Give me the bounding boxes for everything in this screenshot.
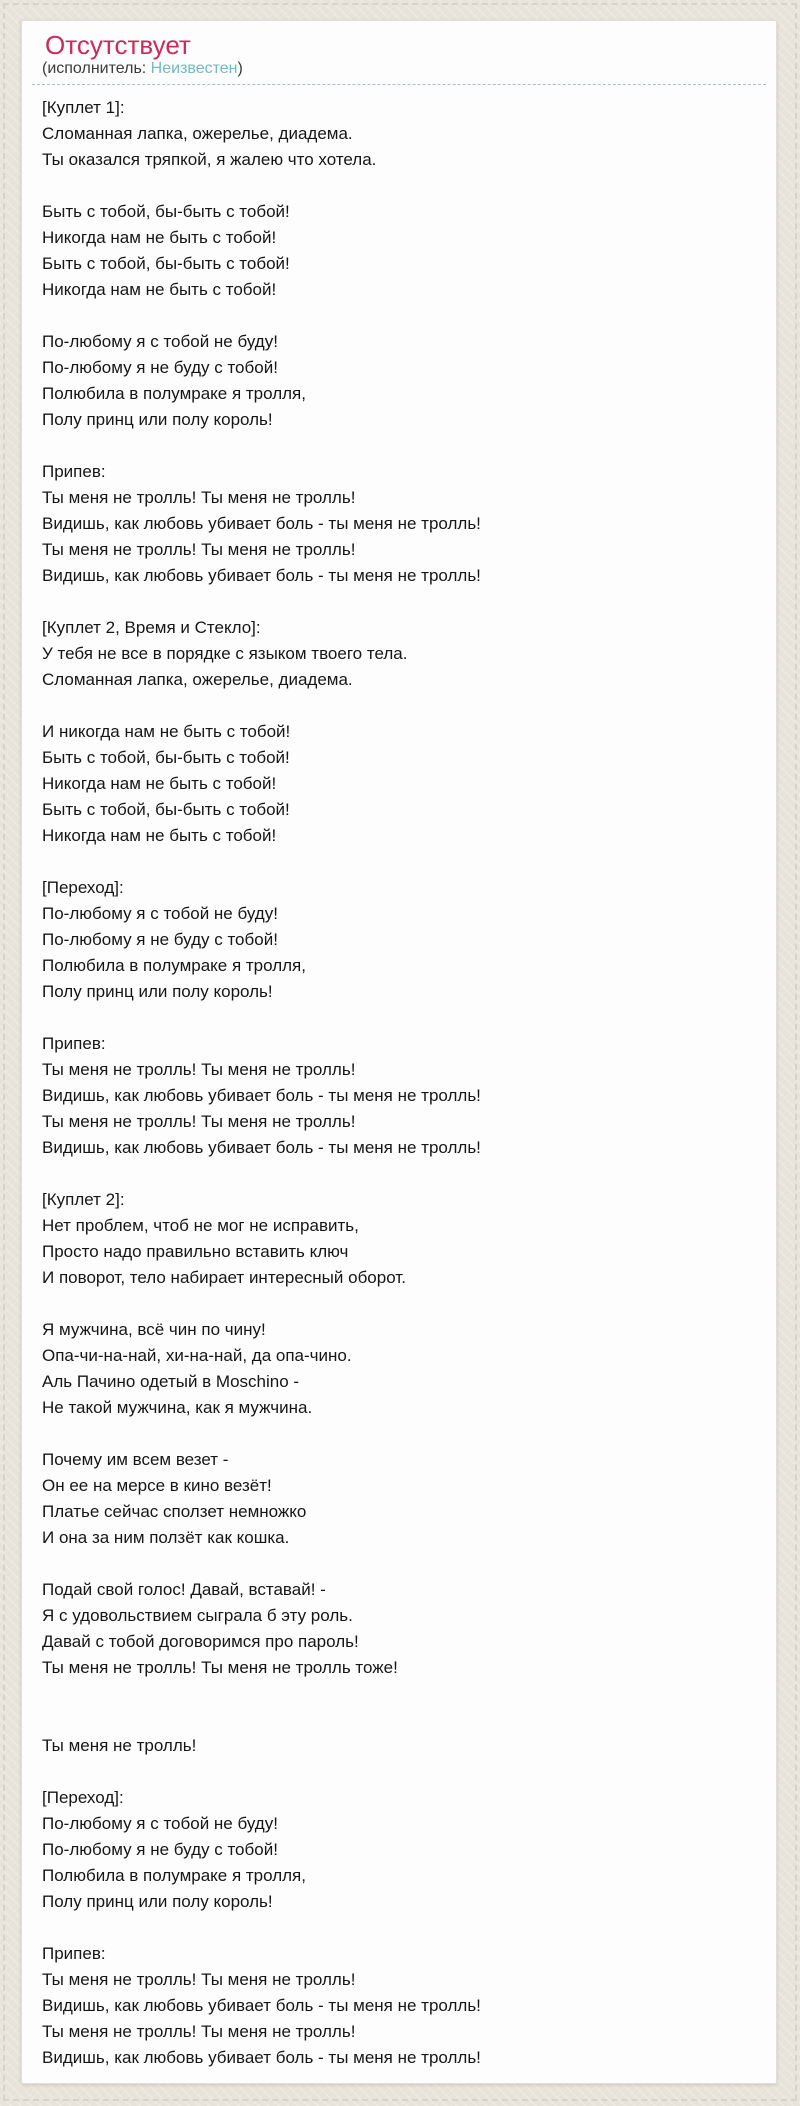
lyric-line: Видишь, как любовь убивает боль - ты меня не тролль!: [42, 2048, 481, 2067]
song-header: [32, 31, 766, 85]
performer-line: [42, 59, 766, 78]
lyric-line: Полу принц или полу король!: [42, 1892, 273, 1911]
lyric-line: Сломанная лапка, ожерелье, диадема.: [42, 670, 353, 689]
stanza: [42, 1733, 766, 1759]
stanza: [42, 1317, 766, 1421]
lyrics: [42, 95, 766, 2071]
lyric-line: Сломанная лапка, ожерелье, диадема.: [42, 124, 353, 143]
lyric-line: Полу принц или полу король!: [42, 982, 273, 1001]
lyric-line: И никогда нам не быть с тобой!: [42, 722, 291, 741]
lyric-line: Никогда нам не быть с тобой!: [42, 280, 277, 299]
lyric-line: Платье сейчас сползет немножко: [42, 1502, 307, 1521]
lyric-line: Припев:: [42, 462, 106, 481]
lyric-line: Видишь, как любовь убивает боль - ты меня не тролль!: [42, 1996, 481, 2015]
lyric-line: По-любому я не буду с тобой!: [42, 1840, 278, 1859]
lyric-line: Видишь, как любовь убивает боль - ты меня не тролль!: [42, 514, 481, 533]
content-card: [21, 20, 777, 2084]
page-title: Отсутствует: [45, 30, 191, 60]
lyric-line: По-любому я не буду с тобой!: [42, 930, 278, 949]
lyric-line: Аль Пачино одетый в Moschino -: [42, 1372, 300, 1391]
lyric-line: И поворот, тело набирает интересный оборот.: [42, 1268, 406, 1287]
lyric-line: Видишь, как любовь убивает боль - ты меня не тролль!: [42, 566, 481, 585]
lyric-line: Нет проблем, чтоб не мог не исправить,: [42, 1216, 359, 1235]
lyric-line: Полюбила в полумраке я тролля,: [42, 956, 306, 975]
stanza: [42, 1187, 766, 1291]
stanza: [42, 1941, 766, 2071]
performer-link[interactable]: Неизвестен: [150, 60, 238, 77]
lyric-line: Я с удовольствием сыграла б эту роль.: [42, 1606, 353, 1625]
lyric-line: Ты меня не тролль! Ты меня не тролль!: [42, 1112, 356, 1131]
lyric-line: По-любому я с тобой не буду!: [42, 332, 278, 351]
lyric-line: Ты меня не тролль!: [42, 1736, 197, 1755]
lyric-line: Я мужчина, всё чин по чину!: [42, 1320, 266, 1339]
stanza: [42, 1447, 766, 1551]
lyric-line: Никогда нам не быть с тобой!: [42, 826, 277, 845]
stanza: [42, 1785, 766, 1915]
stanza: [42, 199, 766, 303]
stanza: [42, 95, 766, 173]
lyric-line: Ты оказался тряпкой, я жалею что хотела.: [42, 150, 377, 169]
lyric-line: Никогда нам не быть с тобой!: [42, 228, 277, 247]
lyric-line: По-любому я с тобой не буду!: [42, 1814, 278, 1833]
lyric-line: Быть с тобой, бы-быть с тобой!: [42, 202, 290, 221]
lyric-line: Он ее на мерсе в кино везёт!: [42, 1476, 272, 1495]
lyric-line: [Куплет 2, Время и Стекло]:: [42, 618, 261, 637]
lyric-line: Ты меня не тролль! Ты меня не тролль тоже!: [42, 1658, 398, 1677]
lyric-line: Припев:: [42, 1034, 106, 1053]
lyric-line: Ты меня не тролль! Ты меня не тролль!: [42, 1970, 356, 1989]
lyric-line: Полюбила в полумраке я тролля,: [42, 1866, 306, 1885]
lyric-line: Подай свой голос! Давай, вставай! -: [42, 1580, 326, 1599]
lyric-line: И она за ним ползёт как кошка.: [42, 1528, 290, 1547]
lyric-line: [Переход]:: [42, 1788, 124, 1807]
lyric-line: По-любому я не буду с тобой!: [42, 358, 278, 377]
stanza: [42, 329, 766, 433]
lyric-line: [Куплет 2]:: [42, 1190, 125, 1209]
lyric-line: Ты меня не тролль! Ты меня не тролль!: [42, 488, 356, 507]
lyric-line: Опа-чи-на-най, хи-на-най, да опа-чино.: [42, 1346, 352, 1365]
stanza: [42, 1577, 766, 1681]
lyric-line: [Переход]:: [42, 878, 124, 897]
stanza: [42, 1031, 766, 1161]
lyric-line: Не такой мужчина, как я мужчина.: [42, 1398, 313, 1417]
lyric-line: Ты меня не тролль! Ты меня не тролль!: [42, 540, 356, 559]
lyric-line: Припев:: [42, 1944, 106, 1963]
lyric-line: Видишь, как любовь убивает боль - ты меня не тролль!: [42, 1138, 481, 1157]
lyric-line: Быть с тобой, бы-быть с тобой!: [42, 254, 290, 273]
lyric-line: Никогда нам не быть с тобой!: [42, 774, 277, 793]
performer-suffix: ): [237, 60, 243, 77]
lyric-line: Быть с тобой, бы-быть с тобой!: [42, 800, 290, 819]
lyric-line: По-любому я с тобой не буду!: [42, 904, 278, 923]
lyric-line: Полюбила в полумраке я тролля,: [42, 384, 306, 403]
lyric-line: Видишь, как любовь убивает боль - ты меня не тролль!: [42, 1086, 481, 1105]
lyric-line: [Куплет 1]:: [42, 98, 125, 117]
stanza: [42, 719, 766, 849]
lyric-line: Ты меня не тролль! Ты меня не тролль!: [42, 1060, 356, 1079]
performer-prefix: (исполнитель:: [42, 60, 151, 77]
lyric-line: Почему им всем везет -: [42, 1450, 229, 1469]
lyric-line: Просто надо правильно вставить ключ: [42, 1242, 349, 1261]
stanza: [42, 459, 766, 589]
lyric-line: У тебя не все в порядке с языком твоего тела.: [42, 644, 408, 663]
lyric-line: Полу принц или полу король!: [42, 410, 273, 429]
lyric-line: Быть с тобой, бы-быть с тобой!: [42, 748, 290, 767]
lyric-line: Ты меня не тролль! Ты меня не тролль!: [42, 2022, 356, 2041]
stanza: [42, 875, 766, 1005]
stanza: [42, 615, 766, 693]
lyric-line: Давай с тобой договоримся про пароль!: [42, 1632, 359, 1651]
